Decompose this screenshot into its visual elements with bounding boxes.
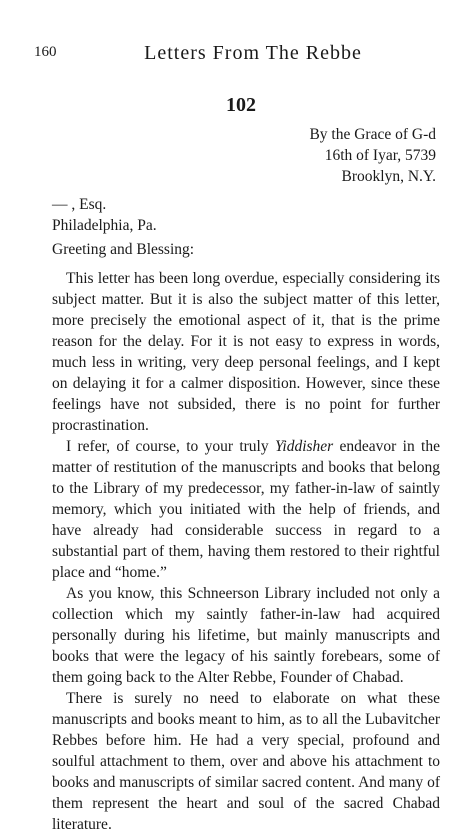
page-number: 160 xyxy=(34,44,57,60)
addressee-block xyxy=(52,194,157,236)
addressee-line: — , Esq. xyxy=(52,196,107,213)
body-paragraph xyxy=(52,436,440,583)
dateline-line: Brooklyn, N.Y. xyxy=(341,168,436,185)
dateline xyxy=(309,124,436,187)
letter-number: 102 xyxy=(226,94,256,116)
body-paragraph: There is surely no need to elaborate on what these manuscripts and books meant to him, as to all the Lubavitcher Rebbes before him. He had a very special, profound and soulful attachment to them, over and above his attachment to books and manuscripts of similar sacred content. And many of them represent the heart and soul of the sacred Chabad literature. xyxy=(52,690,440,833)
body-paragraph: This letter has been long overdue, especially considering its subject matter. But it is also the subject matter of this letter, more precisely the emotional aspect of it, that is the prime reason for the delay. For it is not easy to express in words, much less in writing, very deep personal feelings, and I kept on delaying it for a calmer disposition. However, since these feelings have not subsided, there is no point for further procrastination. xyxy=(52,270,440,434)
paragraph-text: endeavor in the matter of restitution of the manuscripts and books that belong to the Library of my predecessor, my father-in-law of saintly memory, which you initiated with the help of friends, and have already had considerable success in regard to a substantial part of them, having them restored to their rightful place and “home.” xyxy=(52,438,440,581)
running-head: Letters From The Rebbe xyxy=(144,42,362,64)
italic-term: Yiddisher xyxy=(274,438,334,455)
paragraph-text: I refer, of course, to your truly xyxy=(66,438,275,455)
dateline-line: 16th of Iyar, 5739 xyxy=(324,147,436,164)
letter-body xyxy=(52,268,440,835)
body-paragraph: As you know, this Schneerson Library included not only a collection which my saintly father-in-law had acquired personally during his lifetime, but mainly manuscripts and books that were the legacy of his saintly forebears, some of them going back to the Alter Rebbe, Founder of Chabad. xyxy=(52,585,440,686)
dateline-line: By the Grace of G-d xyxy=(309,126,436,143)
greeting: Greeting and Blessing: xyxy=(52,241,195,258)
addressee-line: Philadelphia, Pa. xyxy=(52,217,157,234)
page-header xyxy=(34,42,442,66)
